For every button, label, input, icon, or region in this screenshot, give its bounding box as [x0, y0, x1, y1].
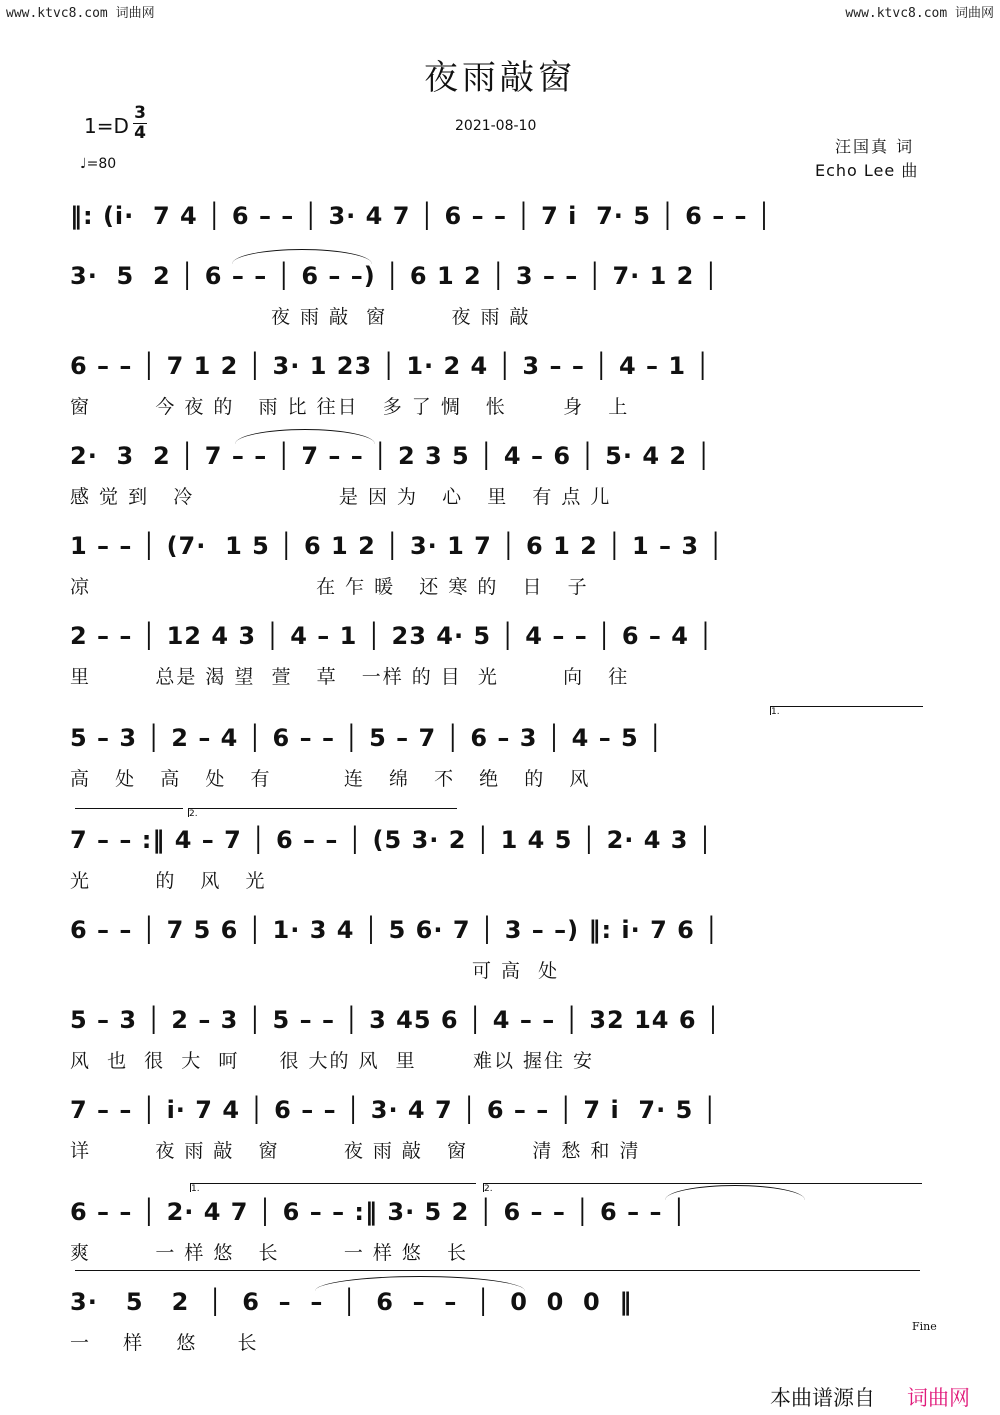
notes-line: 3· 5 2 │ 6 – – │ 6 – –) │ 6 1 2 │ 3 – – │ 7· 1 2 │ — [70, 262, 720, 290]
notes-line: 5 – 3 │ 2 – 4 │ 6 – – │ 5 – 7 │ 6 – 3 │ 4 – 5 │ — [70, 724, 664, 752]
fine-marking: Fine — [912, 1320, 937, 1333]
volta-1-bracket: 1. — [190, 1183, 476, 1192]
score-row — [70, 620, 930, 710]
volta-1-bracket: 1. — [770, 706, 923, 715]
lyrics-line: 夜 雨 敲 窗 夜 雨 敲 — [70, 306, 531, 328]
lyrics-line: 光 的 风 光 — [70, 870, 267, 892]
source-label: 本曲谱源自 — [770, 1386, 875, 1410]
lyrics-line: 详 夜 雨 敲 窗 夜 雨 敲 窗 清 愁 和 清 — [70, 1140, 641, 1162]
score-row — [70, 260, 930, 350]
notes-line: ‖: (i· 7 4 │ 6 – – │ 3· 4 7 │ 6 – – │ 7 i 7· 5 │ 6 – – │ — [70, 202, 773, 230]
score-row — [70, 914, 930, 1004]
notes-line: 2 – – │ 12 4 3 │ 4 – 1 │ 23 4· 5 │ 4 – – │ 6 – 4 │ — [70, 622, 714, 650]
score-row — [70, 440, 930, 530]
song-title: 夜雨敲窗 — [424, 58, 576, 98]
volta-1-bracket-cont — [75, 808, 183, 817]
lyrics-line: 感 觉 到 冷 是 因 为 心 里 有 点 儿 — [70, 486, 612, 508]
volta-2-bracket-cont — [75, 1270, 920, 1279]
watermark-right: www.ktvc8.com 词曲网 — [845, 6, 994, 21]
lyrics-line: 可 高 处 — [70, 960, 560, 982]
notes-line: 5 – 3 │ 2 – 3 │ 5 – – │ 3 45 6 │ 4 – – │ 32 14 6 │ — [70, 1006, 722, 1034]
score-row — [70, 824, 930, 914]
score-row — [70, 1286, 930, 1376]
score-row — [70, 350, 930, 440]
notes-line: 7 – – :‖ 4 – 7 │ 6 – – │ (5 3· 2 │ 1 4 5 │ 2· 4 3 │ — [70, 826, 714, 854]
composer: Echo Lee 曲 — [815, 161, 919, 180]
notes-line: 3· 5 2 │ 6 – – │ 6 – – │ 0 0 0 ‖ — [70, 1288, 633, 1316]
notes-line: 7 – – │ i· 7 4 │ 6 – – │ 3· 4 7 │ 6 – – │ 7 i 7· 5 │ — [70, 1096, 719, 1124]
key-signature: 1=D — [84, 114, 129, 138]
score-row — [70, 1094, 930, 1184]
lyrics-line: 里 总是 渴 望 萱 草 一样 的 目 光 向 往 — [70, 666, 630, 688]
lyrics-line: 凉 在 乍 暖 还 寒 的 日 子 — [70, 576, 589, 598]
score-row — [70, 530, 930, 620]
notes-line: 6 – – │ 7 5 6 │ 1· 3 4 │ 5 6· 7 │ 3 – –) ‖: i· 7 6 │ — [70, 916, 720, 944]
time-signature: 3 4 — [134, 103, 146, 143]
score-row — [70, 722, 930, 812]
lyricist: 汪国真 词 — [835, 137, 915, 156]
notes-line: 6 – – │ 7 1 2 │ 3· 1 23 │ 1· 2 4 │ 3 – – │ 4 – 1 │ — [70, 352, 711, 380]
watermark-left: www.ktvc8.com 词曲网 — [6, 6, 155, 21]
lyrics-line: 一 样 悠 长 — [70, 1332, 259, 1354]
lyrics-line: 爽 一 样 悠 长 一 样 悠 长 — [70, 1242, 469, 1264]
date: 2021-08-10 — [455, 118, 537, 134]
lyrics-line: 窗 今 夜 的 雨 比 往日 多 了 惆 怅 身 上 — [70, 396, 630, 418]
tempo-marking: ♩=80 — [80, 156, 117, 172]
source-site-link[interactable]: 词曲网 — [907, 1386, 970, 1410]
notes-line: 1 – – │ (7· 1 5 │ 6 1 2 │ 3· 1 7 │ 6 1 2 │ 1 – 3 │ — [70, 532, 724, 560]
volta-2-bracket: 2. — [483, 1183, 922, 1192]
notes-line: 2· 3 2 │ 7 – – │ 7 – – │ 2 3 5 │ 4 – 6 │ 5· 4 2 │ — [70, 442, 712, 470]
notes-line: 6 – – │ 2· 4 7 │ 6 – – :‖ 3· 5 2 │ 6 – – │ 6 – – │ — [70, 1198, 688, 1226]
volta-2-bracket: 2. — [188, 808, 457, 817]
lyrics-line: 高 处 高 处 有 连 绵 不 绝 的 风 — [70, 768, 591, 790]
lyrics-line: 风 也 很 大 呵 很 大的 风 里 难以 握住 安 — [70, 1050, 595, 1072]
score-row — [70, 1004, 930, 1094]
